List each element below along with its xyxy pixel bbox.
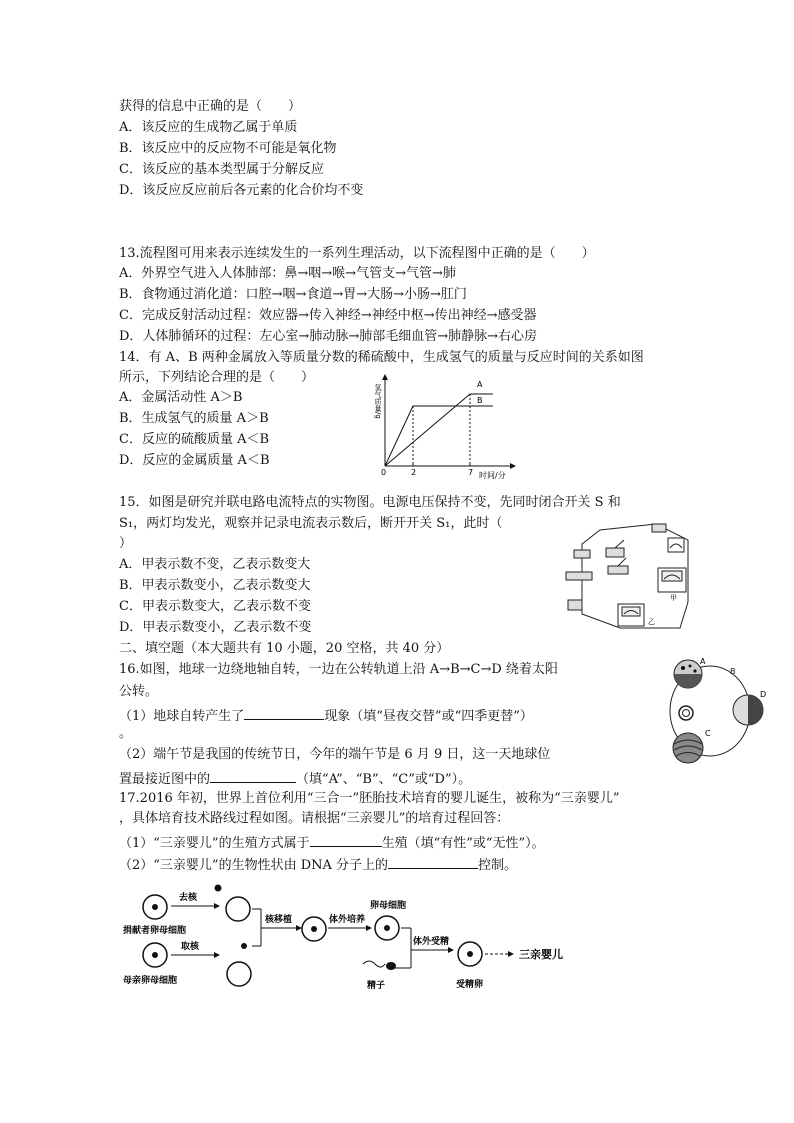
- q14-stem-line1: 14．有 A、B 两种金属放入等质量分数的稀硫酸中，生成氢气的质量与反应时间的关系如图: [119, 350, 644, 365]
- mother-label: 母亲卵母细胞: [123, 976, 178, 986]
- q17-part2-prefix: （2）“三亲婴儿”的生物性状由 DNA 分子上的: [119, 858, 389, 873]
- meter-yi-label: 乙: [648, 618, 655, 626]
- q12-option-b: B．该反应中的反应物不可能是氧化物: [119, 141, 337, 156]
- q13-option-c: C．完成反射活动过程：效应器→传入神经→神经中枢→传出神经→感受器: [119, 308, 537, 323]
- q16-part2-suffix: （填“A”、“B”、“C”或“D”）。: [296, 772, 472, 787]
- hydrogen-time-graph: [365, 372, 525, 484]
- q16-part1-end: 。: [119, 726, 133, 741]
- graph-line-b: [385, 406, 493, 466]
- graph-ylabel: 氢气质量/g: [374, 384, 382, 419]
- q14-option-c: C．反应的硫酸质量 A＜B: [119, 432, 270, 447]
- orbit-label-d: D: [760, 690, 767, 699]
- three-parent-baby-label: 三亲婴儿: [519, 948, 563, 961]
- q15-stem-line2: S₁，两灯均发光，观察并记录电流表示数后，断开开关 S₁，此时（: [119, 516, 503, 531]
- three-parent-baby-diagram: [115, 878, 585, 996]
- q17-part1: [119, 832, 545, 853]
- zygote-label: 受精卵: [456, 980, 484, 990]
- q13-option-a: A．外界空气进入人体肺部：鼻→咽→喉→气管支→气管→肺: [119, 266, 456, 281]
- donor-removed-nucleus: [215, 885, 222, 892]
- q15-option-a: A．甲表示数不变，乙表示数变大: [119, 557, 311, 572]
- transplant-label: 核移植: [265, 915, 293, 925]
- q14-stem-line2: 所示，下列结论合理的是（ ）: [119, 370, 315, 385]
- graph-xlabel: 时间/分: [479, 471, 506, 480]
- sperm-label: 精子: [367, 981, 386, 991]
- q14-option-d: D．反应的金属质量 A＜B: [119, 453, 270, 468]
- donor-label: 捐献者卵母细胞: [123, 926, 187, 936]
- culture-label: 体外培养: [329, 915, 366, 925]
- q17-part1-suffix: 生殖（填“有性”或“无性”）。: [381, 836, 545, 851]
- q15-option-d: D．甲表示数变小，乙表示数不变: [119, 620, 312, 635]
- q13-option-d: D．人体肺循环的过程：左心室→肺动脉→肺部毛细血管→肺静脉→右心房: [119, 329, 537, 344]
- q12-option-c: C．该反应的基本类型属于分解反应: [119, 162, 324, 177]
- q17-blank-1[interactable]: [310, 832, 382, 847]
- q17-stem-line2: ，具体培育技术路线过程如图。请根据“三亲婴儿”的培育过程回答：: [119, 811, 510, 826]
- q12-option-d: D．该反应反应前后各元素的化合价均不变: [119, 183, 364, 198]
- parallel-circuit-figure: [560, 516, 694, 634]
- mother-nucleus: [241, 943, 247, 949]
- q17-part1-prefix: （1）“三亲婴儿”的生殖方式属于: [119, 836, 310, 851]
- meter-jia-label: 甲: [670, 594, 677, 602]
- q14-option-a: A．金属活动性 A＞B: [119, 390, 243, 405]
- orbit-label-b: B: [730, 667, 736, 676]
- q17-stem-line1: 17.2016 年初，世界上首位利用“三合一”胚胎技术培育的婴儿诞生，被称为“三亲婴儿”: [119, 791, 620, 806]
- q16-blank-2[interactable]: [210, 768, 296, 783]
- section-2-heading: 二、填空题（本大题共有 10 小题，20 空格，共 40 分）: [119, 641, 450, 656]
- ivf-label: 体外受精: [413, 937, 450, 947]
- q15-option-c: C．甲表示数变大，乙表示数不变: [119, 599, 311, 614]
- remove-nucleus-label: 去核: [179, 893, 198, 903]
- q12-option-a: A．该反应的生成物乙属于单质: [119, 120, 298, 135]
- q17-part2-suffix: 控制。: [478, 858, 518, 873]
- q15-stem-line1: 15．如图是研究并联电路电流特点的实物图。电源电压保持不变，先同时闭合开关 S 和: [119, 495, 621, 510]
- q16-part2-line1: （2）端午节是我国的传统节日，今年的端午节是 6 月 9 日，这一天地球位: [119, 747, 551, 762]
- q16-part2: [119, 768, 471, 789]
- sperm-icon: [363, 961, 385, 967]
- orbit-label-a: A: [700, 657, 706, 666]
- q16-part2-prefix: 置最接近图中的: [119, 772, 211, 787]
- q13-option-b: B．食物通过消化道：口腔→咽→食道→胃→大肠→小肠→肛门: [119, 287, 467, 302]
- oocyte-label: 卵母细胞: [370, 901, 407, 911]
- earth-orbit-figure: [660, 652, 778, 770]
- graph-origin: 0: [381, 468, 387, 477]
- q16-part1: [119, 705, 533, 726]
- graph-label-b: B: [477, 396, 483, 405]
- q14-option-b: B．生成氢气的质量 A＞B: [119, 411, 269, 426]
- enucleated-mother-egg: [227, 962, 251, 986]
- q15-option-b: B．甲表示数变小，乙表示数变大: [119, 578, 311, 593]
- q17-blank-2[interactable]: [388, 854, 478, 869]
- enucleated-donor-egg: [226, 897, 250, 921]
- q16-part1-prefix: （1）地球自转产生了: [119, 709, 245, 724]
- q16-stem-line2: 公转。: [119, 684, 159, 699]
- q16-blank-1[interactable]: [244, 705, 324, 720]
- graph-tick-7: 7: [468, 468, 474, 477]
- q16-stem-line1: 16.如图，地球一边绕地轴自转，一边在公转轨道上沿 A→B→C→D 绕着太阳: [119, 662, 558, 677]
- q13-stem: 13.流程图可用来表示连续发生的一系列生理活动，以下流程图中正确的是（ ）: [119, 246, 595, 261]
- graph-label-a: A: [477, 380, 483, 389]
- graph-tick-2: 2: [411, 468, 417, 477]
- q17-part2: [119, 854, 517, 875]
- q16-part1-suffix: 现象（填“昼夜交替”或“四季更替”）: [324, 709, 533, 724]
- take-nucleus-label: 取核: [181, 942, 200, 952]
- q12-stem: 获得的信息中正确的是（ ）: [119, 99, 302, 114]
- q15-stem-line3: ）: [119, 536, 133, 551]
- orbit-label-c: C: [705, 729, 711, 738]
